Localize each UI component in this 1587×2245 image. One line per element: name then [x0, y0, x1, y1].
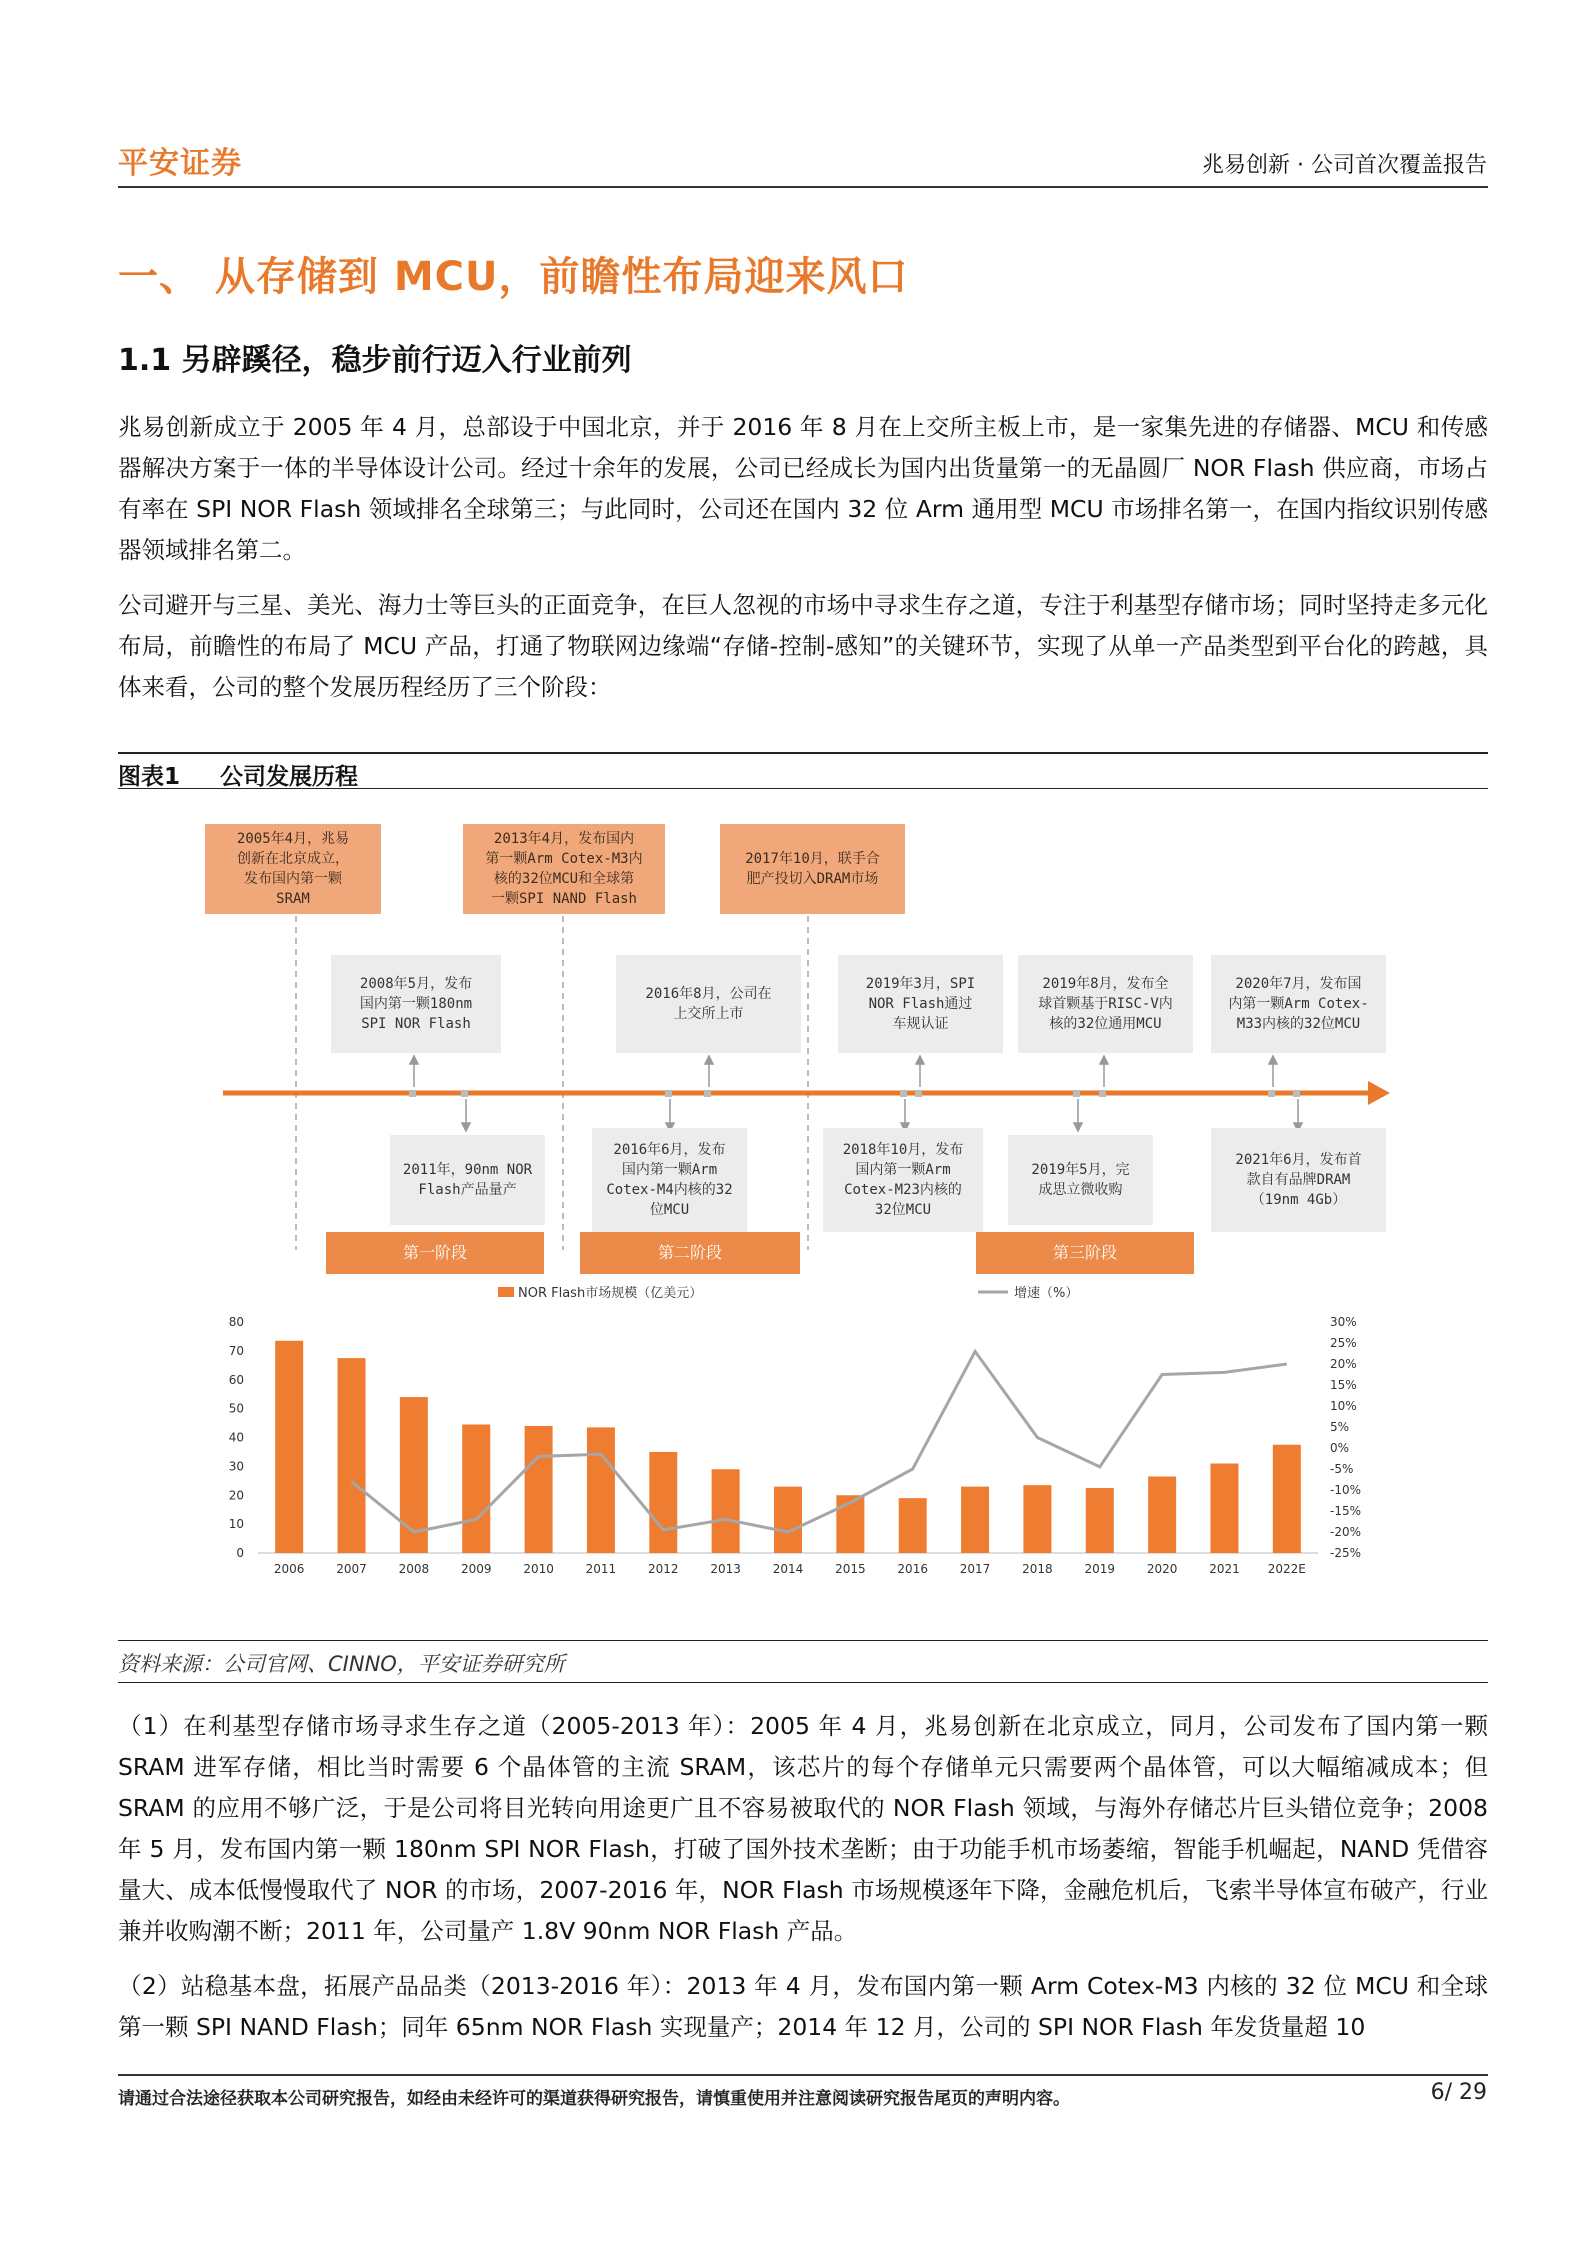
bar-2022E	[1273, 1445, 1301, 1553]
event-2020-m33: 2020年7月，发布国 内第一颗Arm Cotex- M33内核的32位MCU	[1211, 955, 1386, 1053]
bar-2010	[525, 1426, 553, 1553]
event-2018-m23: 2018年10月，发布 国内第一颗Arm Cotex-M23内核的 32位MCU	[823, 1128, 983, 1232]
paragraph-strategy: 公司避开与三星、美光、海力士等巨头的正面竞争，在巨人忽视的市场中寻求生存之道，专注于利基型存储市场；同时坚持走多元化布局，前瞻性的布局了 MCU 产品，打通了物联网边缘端“存储-控制-感知”的关键环节，实现了从单一产品类型到平台化的跨越，具体来看，公司的整个发展历程经历了三个阶段：	[118, 591, 1488, 701]
y-left-tick: 50	[228, 1401, 244, 1416]
paragraph-stage-one: （1）在利基型存储市场寻求生存之道（2005-2013 年）：2005 年 4 月，兆易创新在北京成立，同月，公司发布了国内第一颗 SRAM 进军存储，相比当时需要 6 个晶体管的主流 SRAM，该芯片的每个存储单元只需要两个晶体管，可以大幅缩减成本；但 SRAM 的应用不够广泛，于是公司将目光转向用途更广且不容易被取代的 NOR Flash 领域，与海外存储芯片巨头错位竞争；2008 年 5 月，发布国内第一颗 180nm SPI NOR Flash，打破了国外技术垄断；由于功能手机市场萎缩，智能手机崛起，NAND 凭借容量大、成本低慢慢取代了 NOR 的市场，2007-2016 年，NOR Flash 市场规模逐年下降，金融危机后，飞索半导体宣布破产，行业兼并收购潮不断；2011 年，公司量产 1.8V 90nm NOR Flash 产品。	[118, 1712, 1488, 1945]
x-tick: 2008	[398, 1562, 430, 1576]
y-right-tick: 5%	[1330, 1420, 1350, 1434]
figure-source: 资料来源：公司官网、CINNO，平安证券研究所	[118, 1652, 565, 1676]
x-tick: 2021	[1209, 1562, 1240, 1576]
event-2019-riscv: 2019年8月，发布全 球首颗基于RISC-V内 核的32位通用MCU	[1018, 955, 1193, 1053]
y-right-tick: 25%	[1330, 1336, 1357, 1350]
x-tick: 2009	[460, 1562, 492, 1576]
x-tick: 2012	[648, 1562, 679, 1576]
bar-2013	[712, 1469, 740, 1553]
y-right-tick: 20%	[1330, 1357, 1357, 1371]
event-2008-180nm: 2008年5月，发布 国内第一颗180nm SPI NOR Flash	[331, 955, 501, 1053]
y-right-tick: -25%	[1330, 1546, 1362, 1560]
brand-logo-text: 平安证券	[118, 146, 242, 181]
figure-title: 公司发展历程	[220, 764, 359, 790]
y-right-tick: -5%	[1330, 1462, 1354, 1476]
figure-caption	[118, 758, 398, 791]
paragraph-stage-two: （2）站稳基本盘，拓展产品品类（2013-2016 年）：2013 年 4 月，发布国内第一颗 Arm Cotex-M3 内核的 32 位 MCU 和全球第一颗 SPI NAND Flash；同年 65nm NOR Flash 实现量产；2014 年 12 月，公司的 SPI NOR Flash 年发货量超 10	[118, 1972, 1488, 2041]
y-left-tick: 20	[228, 1488, 244, 1503]
legend-bar-swatch	[498, 1287, 514, 1297]
x-tick: 2022E	[1267, 1562, 1306, 1576]
bar-2021	[1210, 1463, 1238, 1553]
y-right-tick: -20%	[1330, 1525, 1362, 1539]
x-tick: 2013	[710, 1562, 741, 1576]
y-left-tick: 40	[228, 1430, 244, 1445]
bar-2012	[649, 1452, 677, 1553]
bar-2016	[899, 1498, 927, 1553]
bar-2020	[1148, 1476, 1176, 1553]
bar-2007	[338, 1358, 366, 1553]
y-left-tick: 10	[228, 1517, 244, 1532]
bar-2009	[462, 1425, 490, 1553]
y-right-tick: -10%	[1330, 1483, 1362, 1497]
source-bottom-rule	[118, 1682, 1488, 1683]
stage-2: 第二阶段	[580, 1232, 800, 1274]
y-left-tick: 70	[228, 1343, 244, 1358]
y-left-tick: 60	[228, 1372, 244, 1387]
y-right-tick: 15%	[1330, 1378, 1357, 1392]
x-tick: 2010	[523, 1562, 554, 1576]
x-tick: 2006	[273, 1562, 305, 1576]
bar-2011	[587, 1427, 615, 1553]
bar-2017	[961, 1487, 989, 1553]
footer-disclaimer: 请通过合法途径获取本公司研究报告，如经由未经许可的渠道获得研究报告，请慎重使用并注意阅读研究报告尾页的声明内容。	[118, 2089, 1070, 2109]
paragraph-intro: 兆易创新成立于 2005 年 4 月，总部设于中国北京，并于 2016 年 8 月在上交所主板上市，是一家集先进的存储器、MCU 和传感器解决方案于一体的半导体设计公司。经过十余年的发展，公司已经成长为国内出货量第一的无晶圆厂 NOR Flash 供应商，市场占有率在 SPI NOR Flash 领域排名全球第三；与此同时，公司还在国内 32 位 Arm 通用型 MCU 市场排名第一，在国内指纹识别传感器领域排名第二。	[118, 413, 1488, 564]
y-right-tick: -15%	[1330, 1504, 1362, 1518]
bar-2019	[1086, 1488, 1114, 1553]
x-tick: 2015	[835, 1562, 866, 1576]
y-right-tick: 10%	[1330, 1399, 1357, 1413]
header-divider	[118, 186, 1488, 188]
x-tick: 2016	[897, 1562, 928, 1576]
event-2016-ipo: 2016年8月，公司在 上交所上市	[616, 955, 801, 1053]
bar-2014	[774, 1487, 802, 1553]
event-2005-founded: 2005年4月，兆易 创新在北京成立， 发布国内第一颗 SRAM	[205, 824, 381, 914]
event-2019-acquisition: 2019年5月，完 成思立微收购	[1008, 1135, 1153, 1225]
report-title: 兆易创新 · 公司首次覆盖报告	[1202, 153, 1487, 178]
legend-line-label: 增速（%）	[1014, 1286, 1079, 1301]
footer-divider	[118, 2074, 1488, 2076]
event-2021-dram: 2021年6月，发布首 款自有品牌DRAM （19nm 4Gb）	[1211, 1128, 1386, 1232]
legend-bar-label: NOR Flash市场规模（亿美元）	[518, 1286, 703, 1301]
page-number: 6/ 29	[1430, 2080, 1487, 2105]
event-2019-auto-cert: 2019年3月，SPI NOR Flash通过 车规认证	[838, 955, 1003, 1053]
y-left-tick: 0	[236, 1546, 244, 1560]
y-right-tick: 30%	[1330, 1315, 1357, 1329]
event-2016-m4: 2016年6月，发布 国内第一颗Arm Cotex-M4内核的32 位MCU	[592, 1128, 747, 1232]
y-left-tick: 30	[228, 1459, 244, 1474]
section-title: 一、 从存储到 MCU，前瞻性布局迎来风口	[118, 254, 909, 300]
stage-1: 第一阶段	[326, 1232, 544, 1274]
event-2011-90nm: 2011年，90nm NOR Flash产品量产	[390, 1135, 545, 1225]
x-tick: 2007	[336, 1562, 367, 1576]
x-tick: 2014	[772, 1562, 804, 1576]
x-tick: 2018	[1022, 1562, 1053, 1576]
bar-2006	[275, 1341, 303, 1553]
timeline	[118, 800, 1488, 1280]
source-top-rule	[118, 1640, 1488, 1641]
event-2013-mcu-launch: 2013年4月，发布国内 第一颗Arm Cotex-M3内 核的32位MCU和全球第 一颗SPI NAND Flash	[463, 824, 665, 914]
figure-label: 图表1	[118, 764, 181, 790]
x-tick: 2019	[1084, 1562, 1116, 1576]
section-subtitle: 1.1 另辟蹊径，稳步前行迈入行业前列	[118, 343, 632, 378]
y-left-tick: 80	[228, 1315, 244, 1329]
stage-3: 第三阶段	[976, 1232, 1194, 1274]
y-right-tick: 0%	[1330, 1441, 1350, 1455]
nor-flash-market-chart	[118, 1280, 1488, 1635]
bar-2018	[1023, 1485, 1051, 1553]
growth-rate-line	[352, 1351, 1287, 1532]
event-2017-dram: 2017年10月，联手合 肥产投切入DRAM市场	[720, 824, 905, 914]
x-tick: 2011	[585, 1562, 617, 1576]
x-tick: 2017	[959, 1562, 991, 1576]
x-tick: 2020	[1146, 1562, 1178, 1576]
